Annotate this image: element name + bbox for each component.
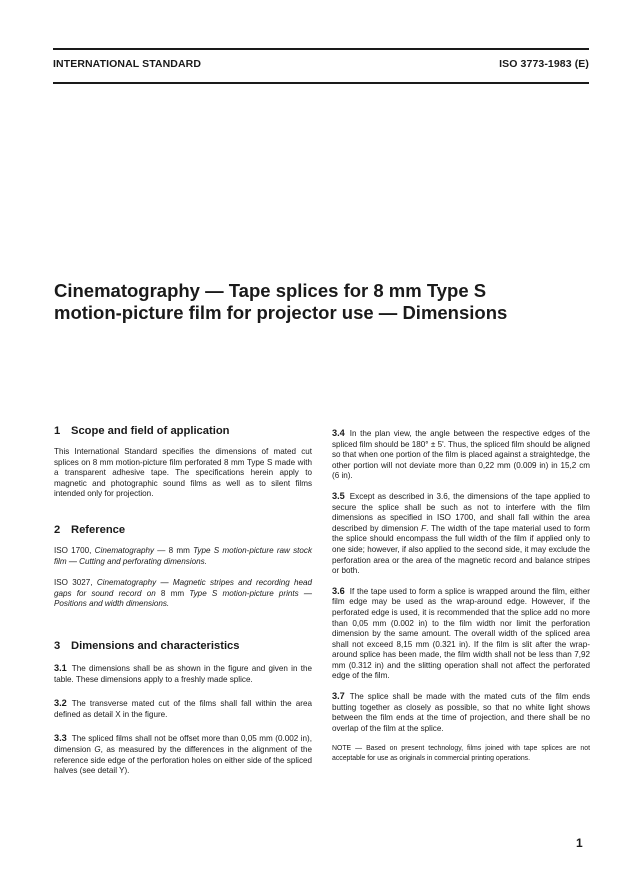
- clause-3-3: 3.3 The spliced films shall not be offset more than 0,05 mm (0.002 in), dimension G, as measured by the differences in the alignment of the reference side edge of the perforation holes on either side of the spliced halves (see detail Y).: [54, 733, 312, 776]
- clause-3-1: 3.1 The dimensions shall be as shown in the figure and given in the table. These dimensions apply to a freshly made splice.: [54, 662, 312, 684]
- header-doc-type: INTERNATIONAL STANDARD: [53, 58, 202, 70]
- section-1-body: This International Standard specifies the dimensions of mated cut splices on 8 mm motion-picture film perforated 8 mm Type S made with a transparent adhesive tape. The specifications herein apply to magnetic and photographic sound films as well as to silent films intended only for projection.: [54, 447, 312, 499]
- header-doc-number: ISO 3773-1983 (E): [499, 58, 589, 70]
- section-1-heading: 1 Scope and field of application: [54, 425, 230, 437]
- section-3-heading: 3 Dimensions and characteristics: [54, 639, 240, 652]
- title-line-1: Cinematography — Tape splices for 8 mm Type S: [54, 280, 487, 301]
- note: NOTE — Based on present technology, films joined with tape splices are not acceptable for use as originals in commercial printing operations.: [332, 745, 590, 763]
- title-line-2: motion-picture film for projector use — Dimensions: [54, 302, 508, 323]
- left-column: [54, 425, 312, 777]
- right-column: [332, 428, 590, 764]
- clause-3-4: 3.4 In the plan view, the angle between the respective edges of the spliced film should be 180° ± 5'. Thus, the spliced film should be aligned so that when one portion of the film is placed against a straightedge, the other portion will not deviate more than 0,22 mm (0.009 in) in 15,2 cm (6 in).: [332, 428, 590, 481]
- header-rule-top: [53, 48, 589, 50]
- clause-3-2: 3.2 The transverse mated cut of the films shall fall within the area defined as detail X in the figure.: [54, 698, 312, 719]
- reference-iso-1700: ISO 1700, Cinematography — 8 mm Type S motion-picture raw stock film — Cutting and perforating dimensions.: [54, 545, 313, 566]
- clause-3-7: 3.7 The splice shall be made with the mated cuts of the film ends butting together as closely as possible, so that no white light shows between the film ends at the time of projection, and there shall be no overlap of the film at the splice.: [332, 691, 590, 733]
- header-rule-bottom: [53, 82, 589, 84]
- document-title: [54, 280, 594, 324]
- section-2-heading: 2 Reference: [54, 523, 126, 536]
- clause-3-6: 3.6 If the tape used to form a splice is wrapped around the film, either film edge may be used as the wrap-around edge. However, if the perforated edge is used, it is recommended that the splice add no more than 0,05 mm (0.002 in) to the film width nor limit the perforation dimension by the same amount. The overall width of the spliced area shall not exceed 8,15 mm (0.321 in). If the film is slit after the wrap-around splice has been made, the film width shall not be less than 7,92 mm (0.312 in) and the slitting operation shall not affect the perforated edge of the film.: [332, 585, 590, 681]
- reference-iso-3027: ISO 3027, Cinematography — Magnetic stripes and recording head gaps for sound record on 8 mm Type S motion-picture prints — Positions and width dimensions.: [54, 578, 313, 609]
- page-number: 1: [576, 836, 583, 850]
- clause-3-5: 3.5 Except as described in 3.6, the dimensions of the tape applied to secure the splice shall be such as not to interfere with the film dimensions as specified in ISO 1700, and shall fall within the area described by dimension F. The width of the tape material used to form the splice should encompass the full width of the film if applied only to one side; however, if also applied to the second side, it may exclude the perforation area or the area of the magnetic record and balance stripes or both.: [332, 490, 590, 576]
